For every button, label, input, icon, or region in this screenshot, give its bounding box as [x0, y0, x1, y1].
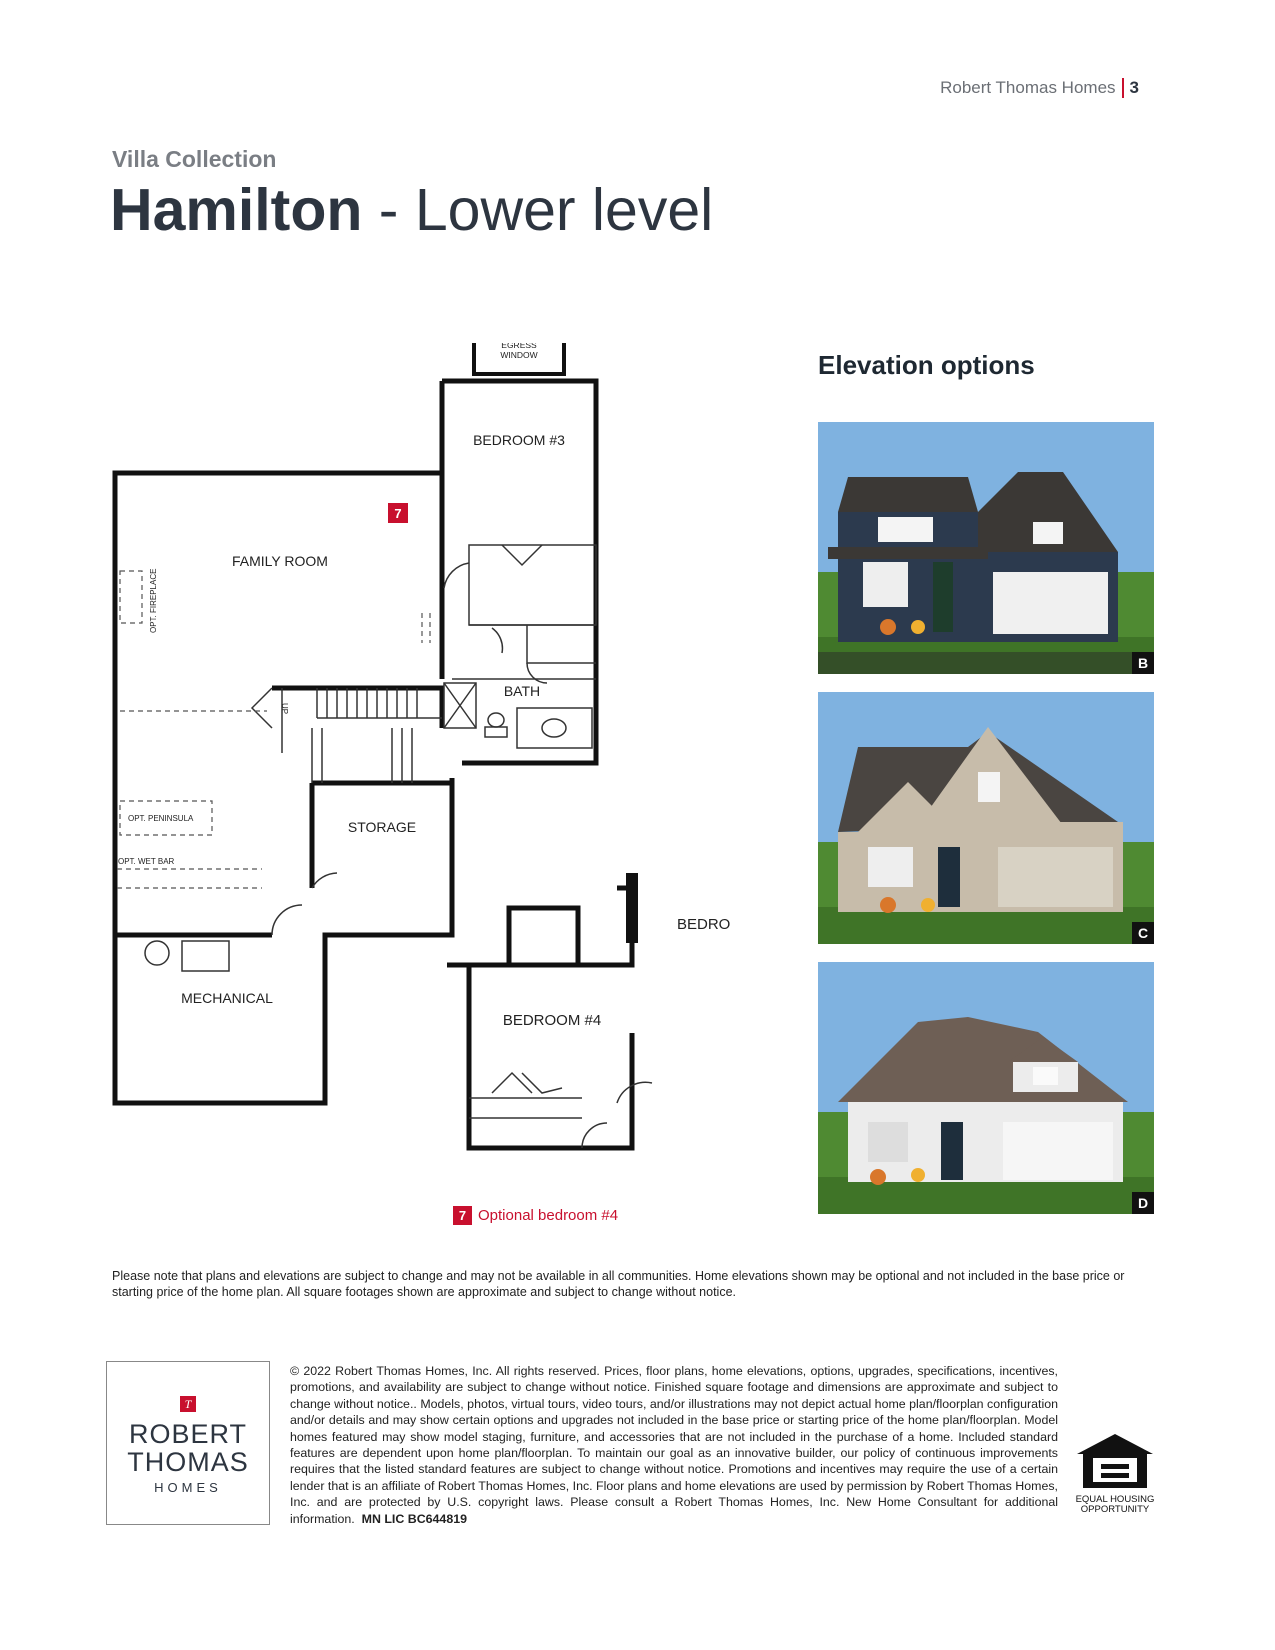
egress-label-1: EGRESS — [501, 343, 537, 350]
legend-badge: 7 — [453, 1206, 472, 1225]
title-separator: - — [362, 177, 415, 243]
license-number: MN LIC BC644819 — [361, 1511, 467, 1526]
equal-housing-line-2: OPPORTUNITY — [1080, 1504, 1150, 1515]
bedroom-partial-label: BEDRO — [677, 916, 731, 933]
copyright-notice — [290, 1363, 1058, 1527]
logo-line-1: ROBERT — [128, 1419, 248, 1449]
egress-label-2: WINDOW — [500, 350, 538, 360]
elevation-title: Elevation options — [818, 350, 1035, 380]
copyright-text: © 2022 Robert Thomas Homes, Inc. All rights reserved. Prices, floor plans, home elevations, options, upgrades, specifications, incentives, promotions, and availability are subject to change without notice. Finished square footage and dimensions are approximate and subject to change without notice.. Models, photos, virtual tours, video tours, and/or illustrations may not depict actual home plan/floorplan configuration and/or details and may show certain options and upgrades not included in the base price or starting price of the home plan/floorplan. Model homes featured may show model staging, furniture, and accessories that are not included in the purchase of a home. Included standard features are dependent upon home plan/floorplan. To maintain our goal as an innovative builder, our policy of continuous improvements requires that the listed standard features are subject to change without notice. Promotions and incentives may require the use of a certain lender that is an affiliate of Robert Thomas Homes, Inc. Floor plans and home elevations are used by permission by Robert Thomas Homes, Inc. and are protected by U.S. copyright laws. Please consult a Robert Thomas Homes, Inc. New Home Consultant for additional information. — [290, 1364, 1058, 1526]
collection-name: Villa Collection — [112, 146, 277, 172]
elevation-b-image — [818, 422, 1154, 674]
header-divider — [1122, 78, 1124, 98]
plan-level: Lower level — [414, 177, 714, 243]
logo-line-2: THOMAS — [127, 1447, 249, 1477]
page-number: 3 — [1129, 78, 1139, 97]
opt-fireplace-label: OPT. FIREPLACE — [149, 568, 158, 633]
plan-name: Hamilton — [110, 177, 363, 243]
equal-housing-logo — [1074, 1432, 1156, 1515]
family-room-label: FAMILY ROOM — [232, 553, 328, 569]
floorplan-legend — [453, 1206, 618, 1225]
plan-disclaimer: Please note that plans and elevations are subject to change and may not be available in all communities. Home elevations shown may be optional and not included in the base price or starting price of the home plan. All square footages shown are approximate and subject to change without notice. — [112, 1269, 1125, 1299]
opt-wet-bar-label: OPT. WET BAR — [118, 857, 175, 866]
brand-name: Robert Thomas Homes — [940, 78, 1116, 97]
header-brand — [940, 78, 1139, 98]
equal-housing-icon — [1075, 1432, 1155, 1490]
logo-line-3: HOMES — [154, 1480, 222, 1495]
elevation-tag: D — [1132, 1192, 1154, 1214]
floor-plan — [112, 343, 732, 1223]
bedroom4-label: BEDROOM #4 — [502, 1012, 602, 1029]
bath-label: BATH — [503, 683, 541, 699]
company-logo — [106, 1361, 270, 1525]
elevation-d-image — [818, 962, 1154, 1214]
elevation-tag: C — [1132, 922, 1154, 944]
legend-text: Optional bedroom #4 — [478, 1207, 619, 1224]
equal-housing-line-1: EQUAL HOUSING — [1075, 1494, 1155, 1505]
elevation-c-image — [818, 692, 1154, 944]
mechanical-label: MECHANICAL — [181, 990, 273, 1006]
option-badge: 7 — [394, 506, 402, 521]
up-label: UP — [280, 703, 289, 715]
logo-mark-icon: T — [180, 1396, 196, 1412]
elevation-tag: B — [1132, 652, 1154, 674]
opt-peninsula-label: OPT. PENINSULA — [128, 814, 194, 823]
bedroom3-label: BEDROOM #3 — [473, 432, 565, 448]
page-title — [110, 176, 713, 244]
storage-label: STORAGE — [347, 819, 417, 835]
